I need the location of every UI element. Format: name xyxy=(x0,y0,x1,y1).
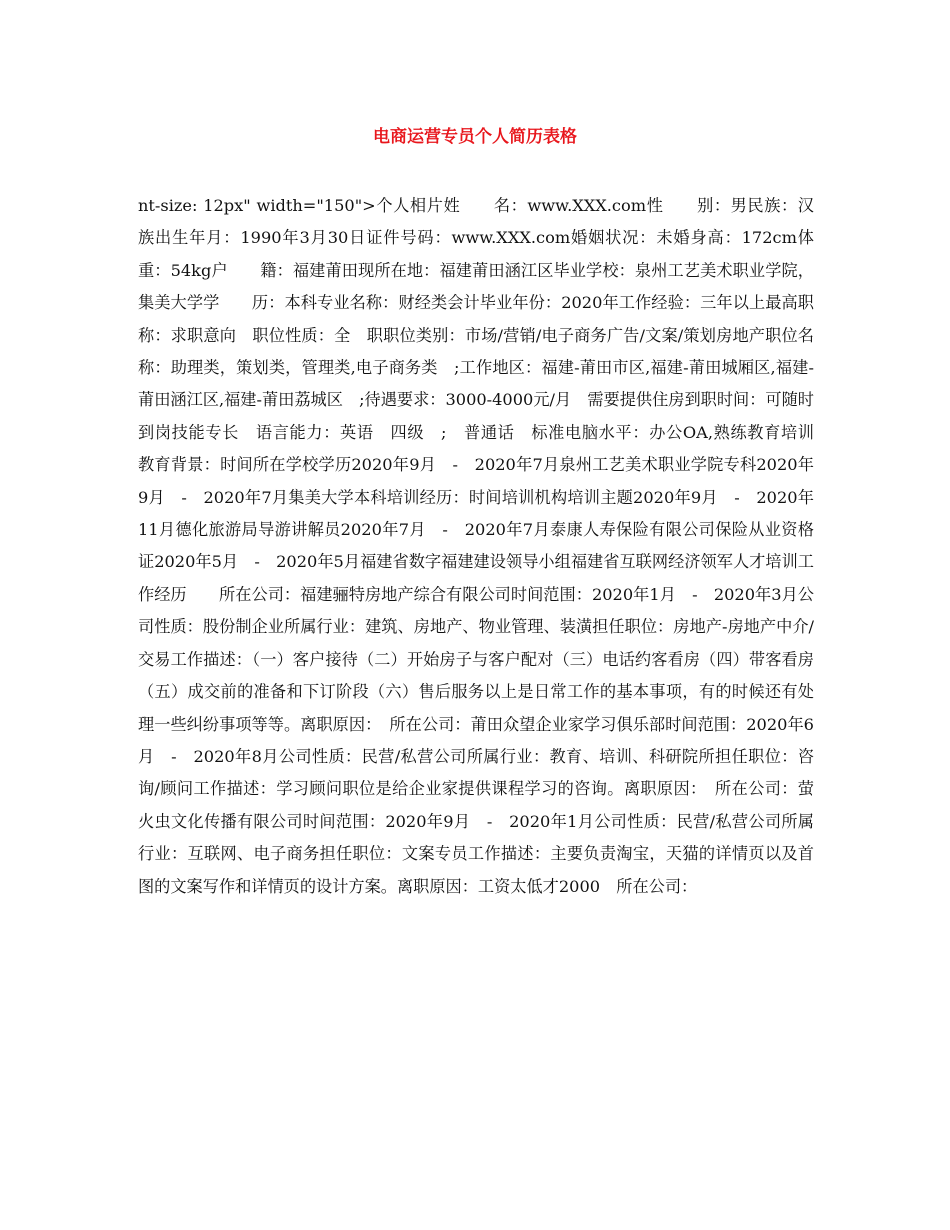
document-body-text: nt-size: 12px" width="150">个人相片姓 名：www.XXX.com性 别：男民族：汉族出生年月：1990年3月30日证件号码：www.XXX.com婚姻状况：未婚身高：172cm体 重：54kg户 籍：福建莆田现所在地：福建莆田涵江区毕业学校：泉州工艺美术职业学院，集美大学学 历：本科专业名称：财经类会计毕业年份：2020年工作经验：三年以上最高职称：求职意向 职位性质：全 职职位类别：市场/营销/电子商务广告/文案/策划房地产职位名称：助理类，策划类，管理类,电子商务类 ;工作地区：福建-莆田市区,福建-莆田城厢区,福建-莆田涵江区,福建-莆田荔城区 ;待遇要求：3000-4000元/月 需要提供住房到职时间：可随时到岗技能专长 语言能力：英语 四级 ; 普通话 标准电脑水平：办公OA,熟练教育培训 教育背景：时间所在学校学历2020年9月 - 2020年7月泉州工艺美术职业学院专科2020年9月 - 2020年7月集美大学本科培训经历：时间培训机构培训主题2020年9月 - 2020年11月德化旅游局导游讲解员2020年7月 - 2020年7月泰康人寿保险有限公司保险从业资格证2020年5月 - 2020年5月福建省数字福建建设领导小组福建省互联网经济领军人才培训工作经历 所在公司：福建骊特房地产综合有限公司时间范围：2020年1月 - 2020年3月公司性质：股份制企业所属行业：建筑、房地产、物业管理、装潢担任职位：房地产-房地产中介/交易工作描述：（一）客户接待（二）开始房子与客户配对（三）电话约客看房（四）带客看房（五）成交前的准备和下订阶段（六）售后服务以上是日常工作的基本事项，有的时候还有处理一些纠纷事项等等。离职原因： 所在公司：莆田众望企业家学习俱乐部时间范围：2020年6月 - 2020年8月公司性质：民营/私营公司所属行业：教育、培训、科研院所担任职位：咨询/顾问工作描述：学习顾问职位是给企业家提供课程学习的咨询。离职原因： 所在公司：萤火虫文化传播有限公司时间范围：2020年9月 - 2020年1月公司性质：民营/私营公司所属行业：互联网、电子商务担任职位：文案专员工作描述：主要负责淘宝，天猫的详情页以及首图的文案写作和详情页的设计方案。离职原因：工资太低才2000 所在公司： xyxy=(138,196,847,896)
document-title: 电商运营专员个人简历表格 xyxy=(373,127,577,147)
